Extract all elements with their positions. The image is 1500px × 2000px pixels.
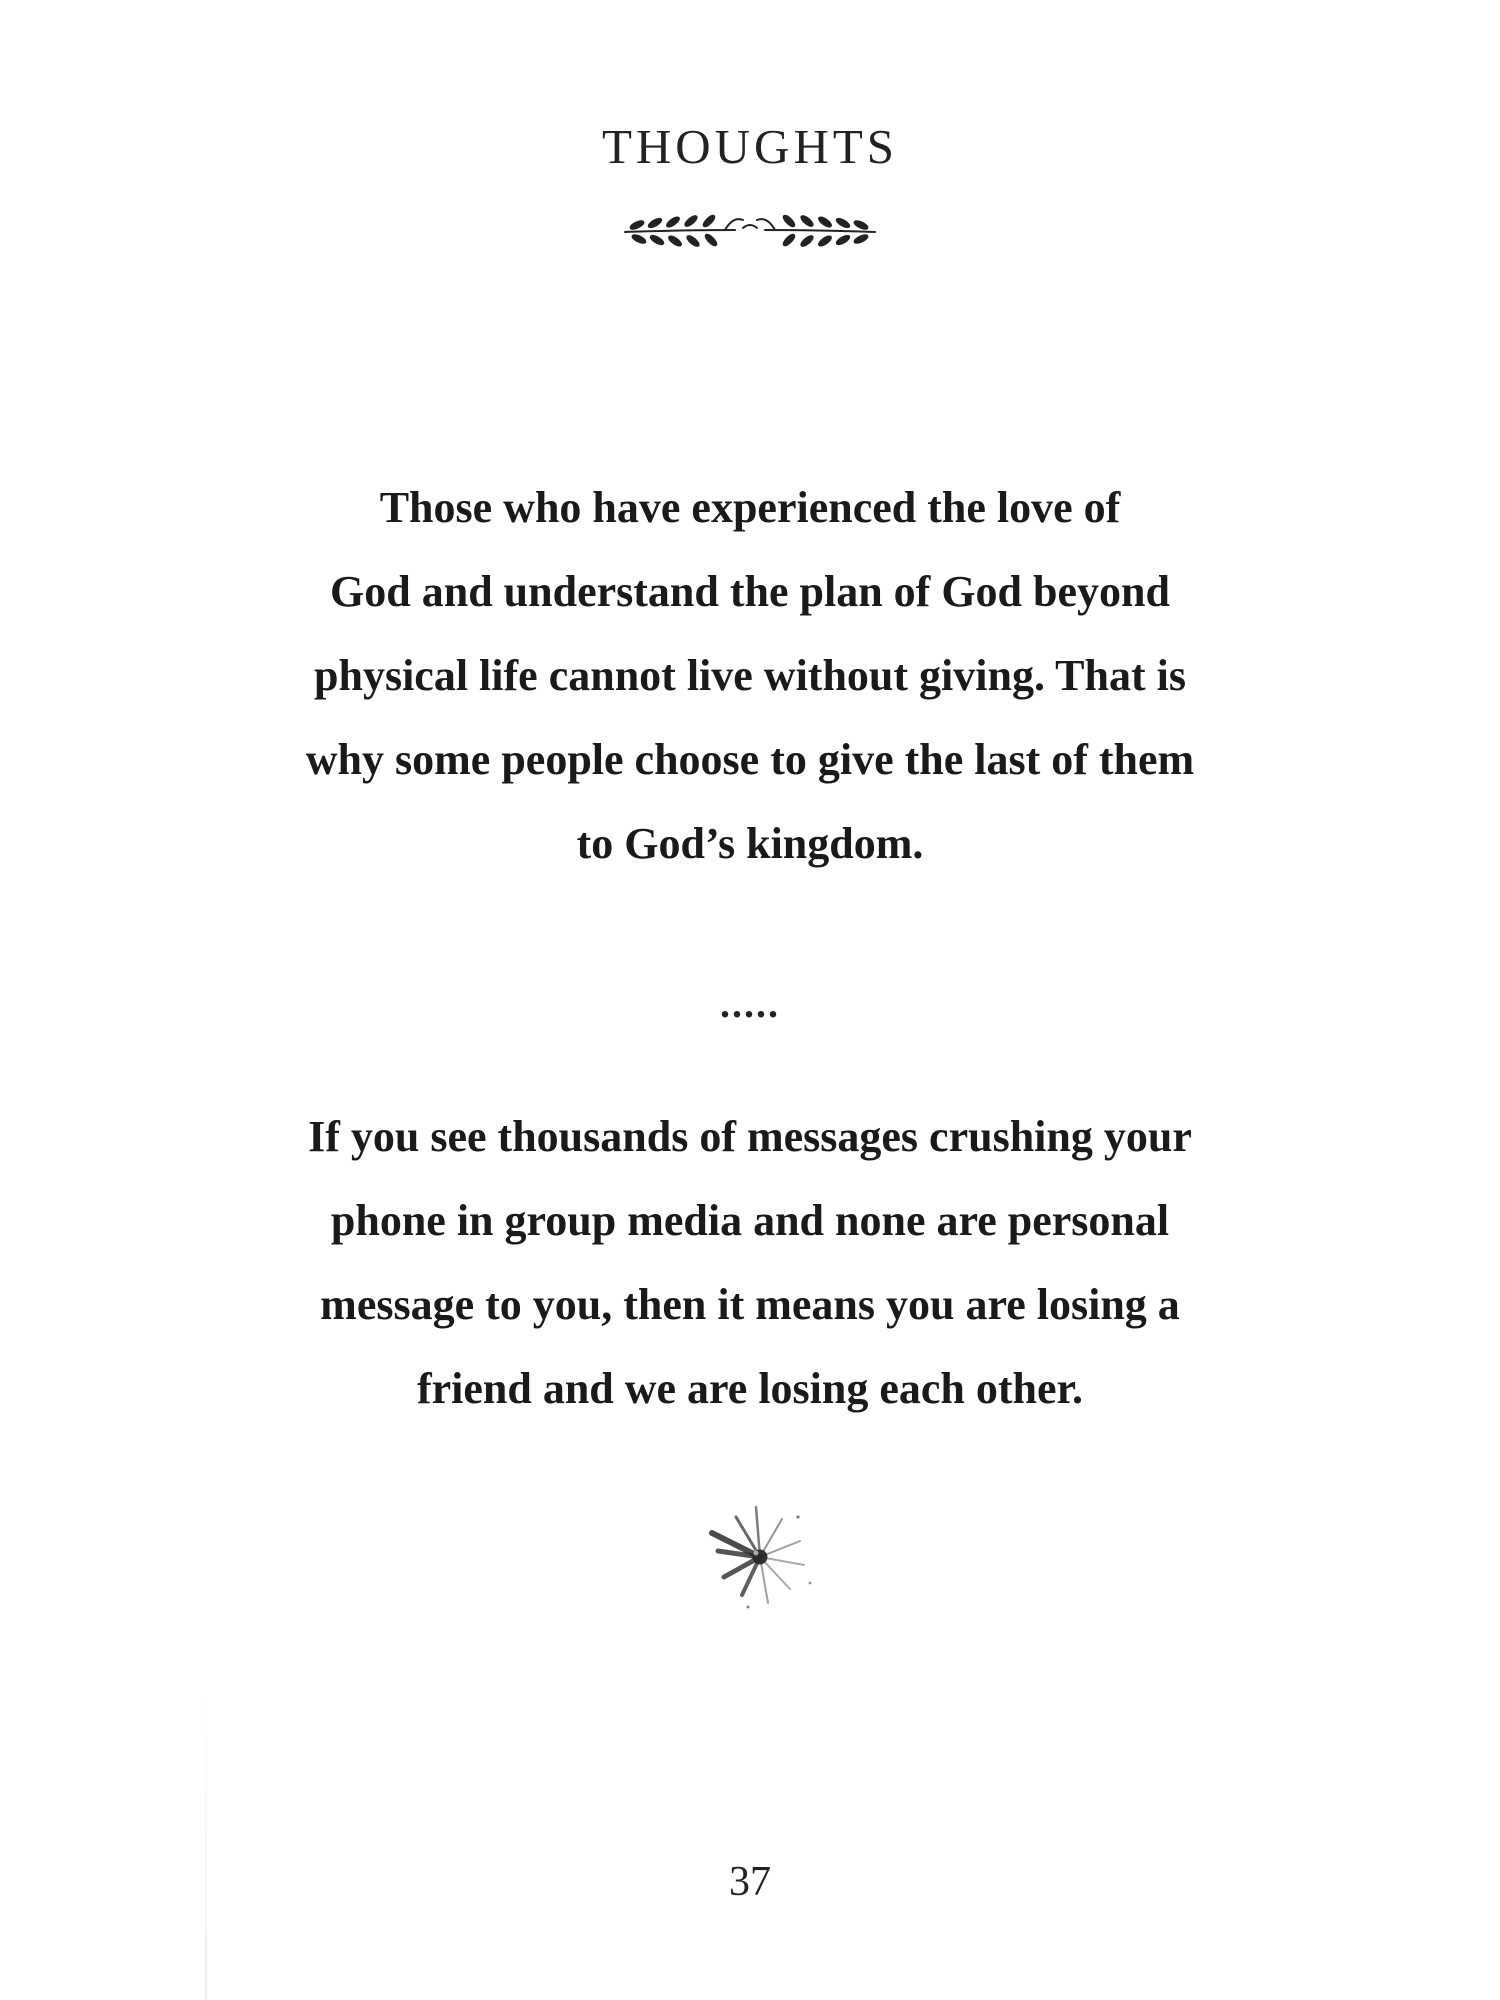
paragraph-line: to God’s kingdom.: [576, 819, 924, 868]
thought-paragraph-2: [150, 1095, 1350, 1431]
section-separator: .....: [720, 981, 780, 1026]
daisy-flower-icon: [690, 1495, 830, 1615]
paragraph-line: Those who have experienced the love of: [379, 483, 1121, 532]
paragraph-line: friend and we are losing each other.: [416, 1364, 1084, 1413]
chapter-title: THOUGHTS: [601, 119, 899, 174]
page-number: 37: [729, 1859, 771, 1905]
laurel-divider-icon: [615, 206, 885, 256]
paragraph-line: God and understand the plan of God beyond: [330, 567, 1170, 616]
paragraph-line: why some people choose to give the last of them: [305, 735, 1195, 784]
paragraph-line: message to you, then it means you are losing a: [320, 1280, 1180, 1329]
paragraph-line: phone in group media and none are personal: [330, 1196, 1170, 1245]
thought-paragraph-1: [150, 466, 1350, 886]
page-fold-shadow: [205, 1690, 207, 2000]
paragraph-line: physical life cannot live without giving. That is: [314, 651, 1186, 700]
paragraph-line: If you see thousands of messages crushing your: [308, 1112, 1192, 1161]
